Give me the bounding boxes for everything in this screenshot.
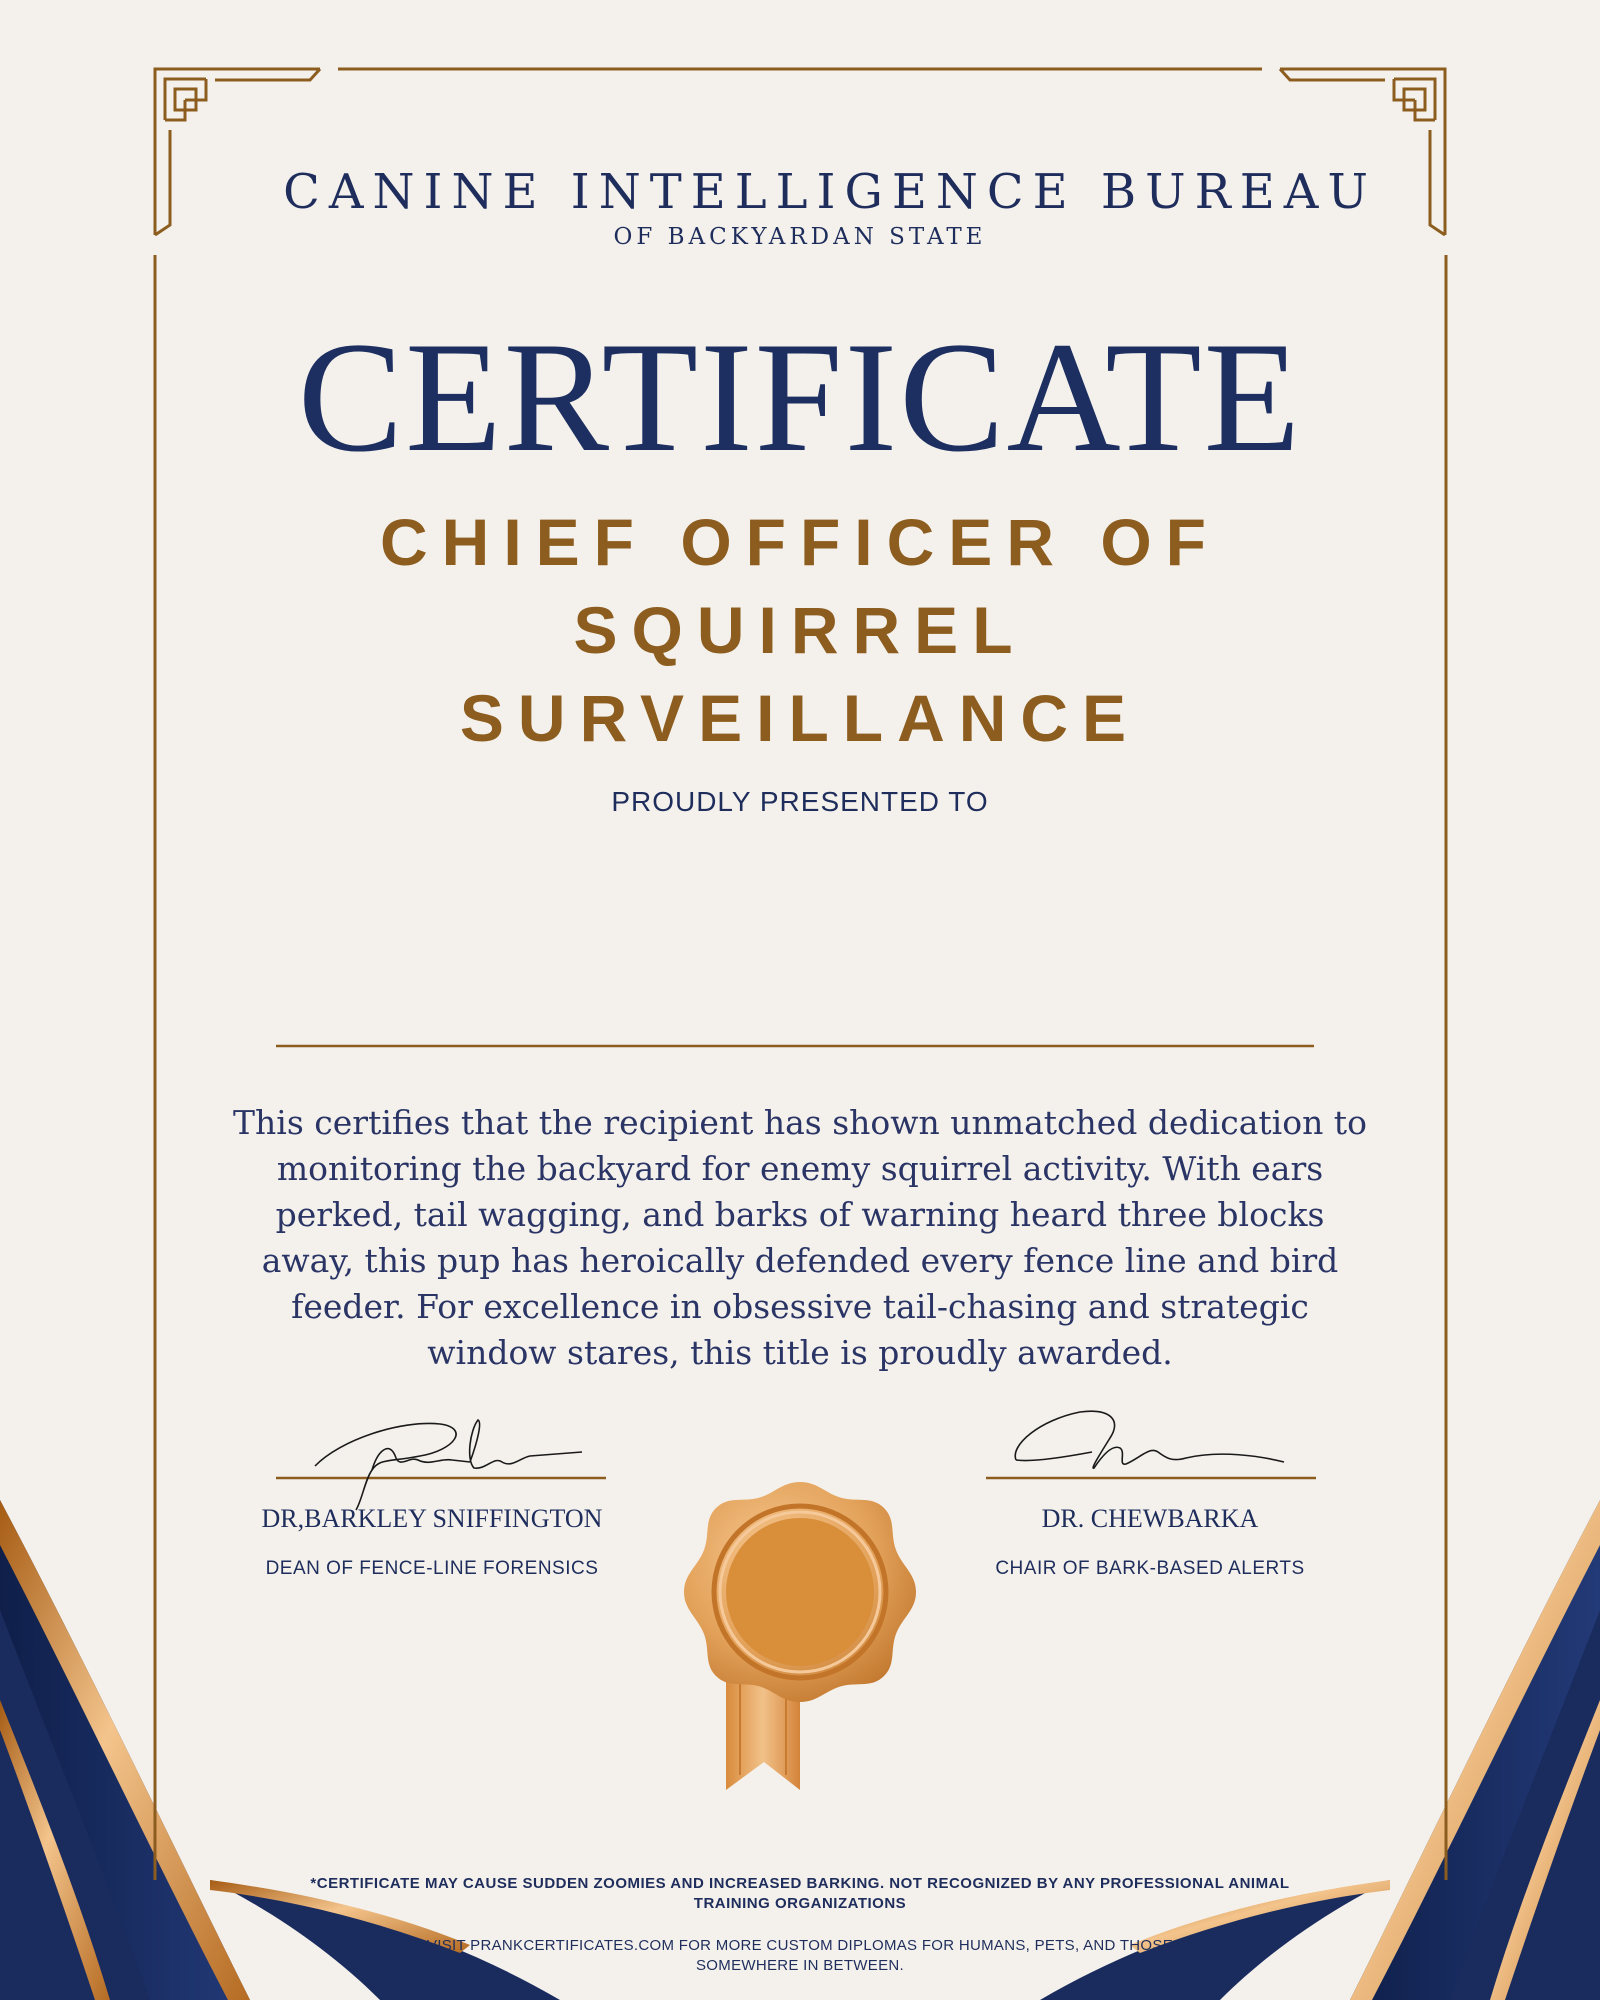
footer-disclaimer: *CERTIFICATE MAY CAUSE SUDDEN ZOOMIES AND INCREASED BARKING. NOT RECOGNIZED BY ANY PROFESSIONAL ANIMAL TRAINING ORGANIZATIONS: [310, 1875, 1290, 1912]
award-title: [200, 498, 1400, 762]
award-title-line: SURVEILLANCE: [459, 681, 1141, 755]
signatory-role-left: DEAN OF FENCE-LINE FORENSICS: [265, 1558, 599, 1579]
award-title-line: SQUIRREL: [573, 593, 1027, 667]
signatory-name-left: DR,BARKLEY SNIFFINGTON: [261, 1504, 603, 1533]
award-seal-icon: [684, 1482, 916, 1790]
signature-left-icon: [315, 1420, 582, 1510]
footer-visit-link-text: VISIT PRANKCERTIFICATES.COM FOR MORE CUSTOM DIPLOMAS FOR HUMANS, PETS, AND THOSE SOMEWHERE IN BETWEEN.: [426, 1937, 1174, 1974]
organization-subtitle: OF BACKYARDAN STATE: [613, 224, 987, 250]
signature-right-icon: [1015, 1411, 1284, 1468]
organization-name: CANINE INTELLIGENCE BUREAU: [283, 164, 1377, 220]
certificate-body-text: This certifies that the recipient has shown unmatched dedication to monitoring the backyard for enemy squirrel activity. With ears perked, tail wagging, and barks of warning heard three blocks away, this pup has heroically defended every fence line and bird feeder. For excellence in obsessive tail-chasing and strategic window stares, this title is proudly awarded.: [233, 1103, 1367, 1372]
signatory-role-right: CHAIR OF BARK-BASED ALERTS: [995, 1558, 1305, 1579]
presented-to-label: PROUDLY PRESENTED TO: [611, 786, 989, 817]
signatory-name-right: DR. CHEWBARKA: [1041, 1504, 1259, 1533]
award-title-line: CHIEF OFFICER OF: [380, 505, 1220, 579]
certificate-title: CERTIFICATE: [297, 310, 1303, 485]
